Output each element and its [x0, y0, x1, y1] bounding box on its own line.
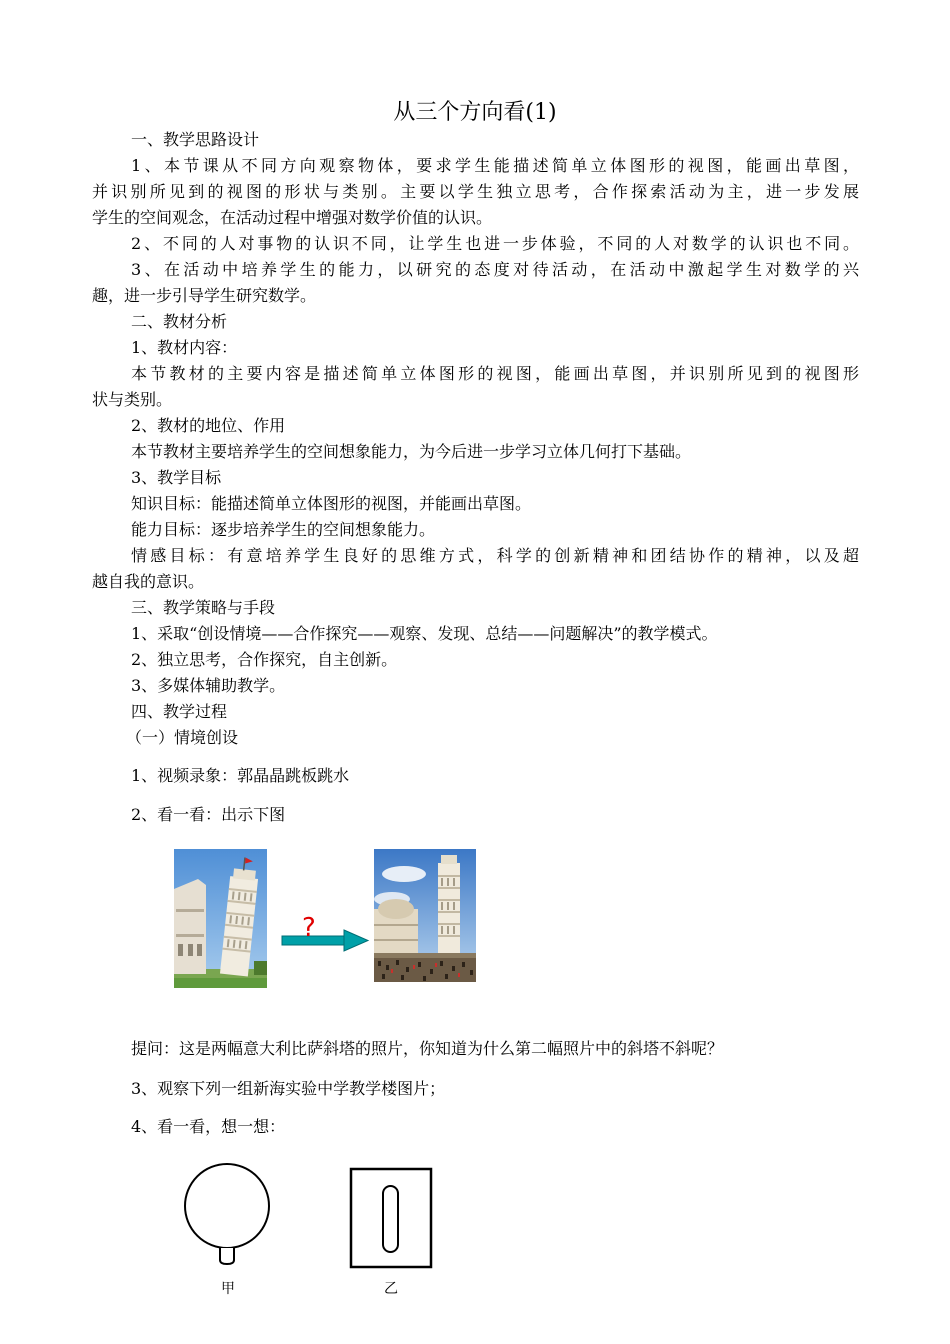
- paragraph-line: 1、采取“创设情境——合作探究——观察、发现、总结——问题解决”的教学模式。: [131, 624, 718, 643]
- question-mark-label: ?: [302, 913, 316, 943]
- paragraph-line: 知识目标：能描述简单立体图形的视图，并能画出草图。: [131, 494, 532, 513]
- paragraph-line: 并识别所见到的视图的形状与类别。主要以学生独立思考，合作探索活动为主，进一步发展: [92, 182, 859, 201]
- paragraph-line: 情感目标：有意培养学生良好的思维方式，科学的创新精神和团结协作的精神，以及超: [131, 546, 859, 565]
- paragraph-line: 2、独立思考，合作探究，自主创新。: [131, 650, 398, 669]
- view-figure-a: [180, 1162, 275, 1270]
- figure-label-b: 乙: [384, 1281, 398, 1297]
- leaning-tower-photo-2: [374, 849, 476, 982]
- arrow-figure: [280, 915, 370, 955]
- paragraph-line: 3、多媒体辅助教学。: [131, 676, 286, 695]
- section-heading-3: 三、教学策略与手段: [131, 598, 276, 617]
- figure-label-a: 甲: [221, 1281, 235, 1297]
- paragraph-line: 3、观察下列一组新海实验中学教学楼图片；: [131, 1079, 446, 1098]
- paragraph-line: 本节教材的主要内容是描述简单立体图形的视图，能画出草图，并识别所见到的视图形: [131, 364, 859, 383]
- paragraph-line: 学生的空间观念，在活动过程中增强对数学价值的认识。: [92, 208, 493, 227]
- subheading: 2、教材的地位、作用: [131, 416, 286, 435]
- subheading: 1、教材内容：: [131, 338, 238, 357]
- paragraph-line: 能力目标：逐步培养学生的空间想象能力。: [131, 520, 436, 539]
- paragraph-line: 2、看一看：出示下图: [131, 805, 286, 824]
- question-paragraph: 提问：这是两幅意大利比萨斜塔的照片，你知道为什么第二幅照片中的斜塔不斜呢？: [131, 1039, 724, 1058]
- paragraph-line: 2、不同的人对事物的认识不同，让学生也进一步体验，不同的人对数学的认识也不同。: [131, 234, 859, 253]
- paragraph-line: 1、视频录象：郭晶晶跳板跳水: [131, 766, 350, 785]
- paragraph-line: 越自我的意识。: [92, 572, 205, 591]
- section-heading-2: 二、教材分析: [131, 312, 228, 331]
- subheading: 3、教学目标: [131, 468, 222, 487]
- page-title: 从三个方向看(1): [393, 100, 557, 125]
- paragraph-line: 1、本节课从不同方向观察物体，要求学生能描述简单立体图形的视图，能画出草图，: [131, 156, 859, 175]
- section-heading-1: 一、教学思路设计: [131, 130, 260, 149]
- section-heading-4: 四、教学过程: [131, 702, 228, 721]
- subheading: （一）情境创设: [126, 728, 239, 747]
- view-figure-b: [348, 1166, 434, 1270]
- paragraph-line: 本节教材主要培养学生的空间想象能力，为今后进一步学习立体几何打下基础。: [131, 442, 692, 461]
- paragraph-line: 4、看一看，想一想：: [131, 1117, 286, 1136]
- paragraph-line: 状与类别。: [92, 390, 173, 409]
- paragraph-line: 3、在活动中培养学生的能力，以研究的态度对待活动，在活动中激起学生对数学的兴: [131, 260, 859, 279]
- paragraph-line: 趣，进一步引导学生研究数学。: [92, 286, 317, 305]
- leaning-tower-photo-1: [174, 849, 267, 988]
